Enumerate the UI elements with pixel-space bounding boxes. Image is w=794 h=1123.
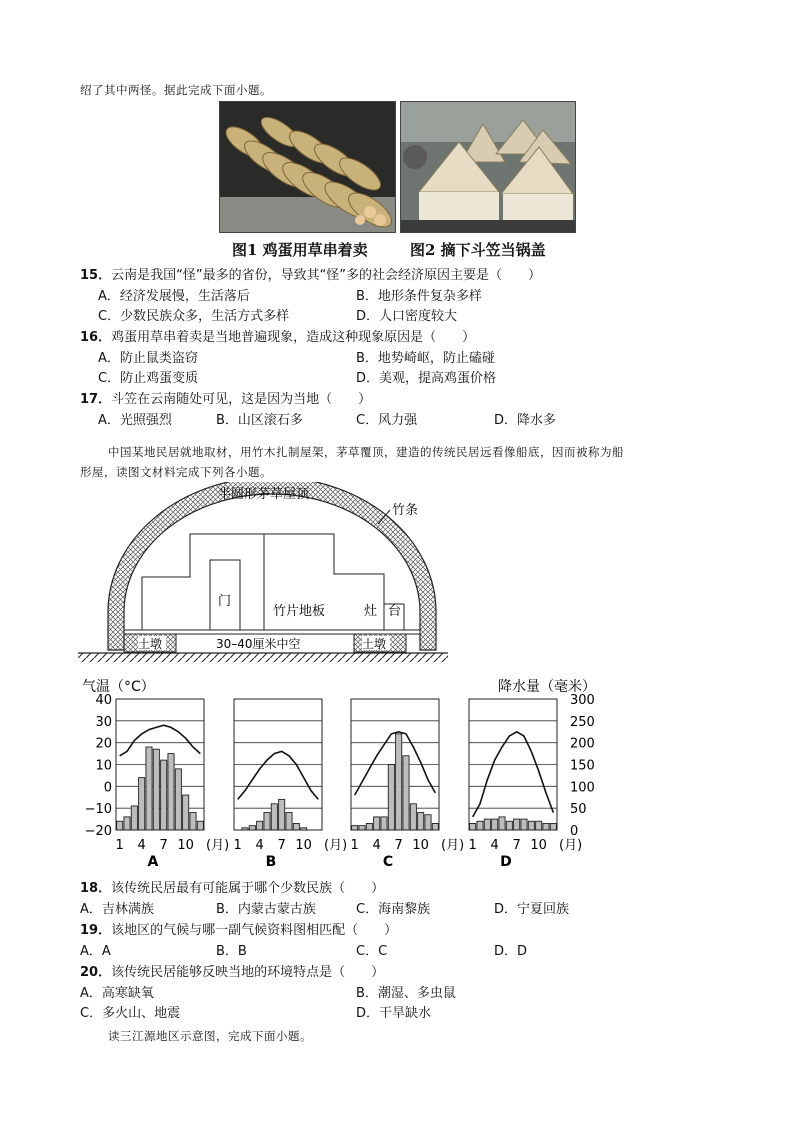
q17-option-b: B．山区滚石多 bbox=[216, 413, 303, 428]
q16-option-c: C．防止鸡蛋变质 bbox=[98, 371, 199, 386]
question-text: 斗笠在云南随处可见，这是因为当地（ ） bbox=[111, 392, 372, 407]
temp-line bbox=[473, 732, 554, 817]
boat-house-diagram bbox=[78, 482, 458, 672]
q16-option-a: A．防止鼠类盗窃 bbox=[98, 351, 198, 366]
q17-option-a: A．光照强烈 bbox=[98, 413, 172, 428]
climate-panel-b bbox=[234, 699, 348, 870]
precip-bar bbox=[550, 823, 556, 830]
month-tick-label: (月) bbox=[441, 838, 465, 853]
question-18 bbox=[80, 881, 384, 897]
precip-bar bbox=[432, 823, 438, 830]
precip-tick-labels bbox=[570, 693, 595, 839]
climate-panel-a bbox=[116, 699, 230, 870]
panel-label: D bbox=[500, 854, 512, 870]
precip-bar bbox=[249, 826, 255, 830]
month-tick-label: (月) bbox=[206, 838, 230, 853]
q15-option-d: D．人口密度较大 bbox=[356, 309, 458, 324]
q17-option-d: D．降水多 bbox=[494, 413, 557, 428]
precip-bar bbox=[492, 819, 498, 830]
precip-tick-label: 150 bbox=[570, 758, 595, 774]
interior-walls bbox=[142, 534, 384, 630]
temp-tick-label: −20 bbox=[84, 824, 112, 839]
caption-fig1: 图1 鸡蛋用草串着卖 bbox=[232, 241, 368, 259]
question-text: 该传统民居能够反映当地的环境特点是（ ） bbox=[111, 965, 385, 980]
question-text: 该地区的气候与哪一副气候资料图相匹配（ ） bbox=[111, 923, 398, 938]
q18-option-b: B．内蒙古蒙古族 bbox=[216, 902, 316, 917]
month-tick-label: (月) bbox=[324, 838, 348, 853]
question-number: 16． bbox=[80, 330, 112, 345]
panel-label: B bbox=[265, 854, 277, 870]
precip-tick-label: 250 bbox=[570, 714, 595, 730]
temp-tick-label: 40 bbox=[95, 693, 112, 708]
question-text: 该传统民居最有可能属于哪个少数民族（ ） bbox=[111, 881, 385, 896]
precip-tick-label: 50 bbox=[570, 802, 587, 818]
question-number: 15． bbox=[80, 268, 112, 283]
photo-hat-pot-lids bbox=[400, 101, 576, 233]
precip-bar bbox=[257, 821, 263, 830]
q16-option-d: D．美观，提高鸡蛋价格 bbox=[356, 371, 497, 386]
precip-bar bbox=[352, 826, 358, 830]
precip-tick-label: 300 bbox=[570, 693, 595, 708]
temp-tick-labels bbox=[85, 693, 112, 839]
q16-option-b: B．地势崎岖，防止磕碰 bbox=[356, 351, 495, 366]
outro-line: 读三江源地区示意图，完成下面小题。 bbox=[108, 1029, 312, 1043]
precip-bar bbox=[477, 821, 483, 830]
month-tick-label: 1 bbox=[115, 838, 124, 853]
precip-bar bbox=[543, 823, 549, 830]
q20-option-b: B．潮湿、多虫鼠 bbox=[356, 986, 456, 1001]
q20-option-d: D．干旱缺水 bbox=[356, 1006, 432, 1021]
precip-bar bbox=[117, 821, 123, 830]
label-door: 门 bbox=[218, 594, 232, 609]
precip-bar bbox=[124, 817, 130, 830]
month-tick-label: 7 bbox=[159, 838, 168, 853]
precip-bar bbox=[388, 765, 394, 831]
month-tick-label: (月) bbox=[559, 838, 583, 853]
caption-fig2: 图2 摘下斗笠当锅盖 bbox=[410, 241, 546, 259]
question-20 bbox=[80, 965, 384, 981]
label-bamboo: 竹条 bbox=[392, 503, 419, 518]
question-number: 17． bbox=[80, 392, 112, 407]
precip-axis-label: 降水量（毫米） bbox=[498, 679, 596, 695]
temp-line bbox=[355, 732, 436, 795]
precip-bar bbox=[153, 749, 159, 830]
month-tick-label: 10 bbox=[295, 838, 312, 853]
q18-option-d: D．宁夏回族 bbox=[494, 902, 570, 917]
temp-tick-label: 20 bbox=[95, 736, 112, 752]
question-16 bbox=[80, 330, 475, 346]
precip-bar bbox=[279, 799, 285, 830]
precip-bar bbox=[168, 754, 174, 830]
label-mound-left: 土墩 bbox=[138, 637, 163, 651]
question-text: 云南是我国“怪”最多的省份，导致其“怪”多的社会经济原因主要是（ ） bbox=[111, 268, 542, 283]
question-19 bbox=[80, 923, 397, 939]
question-number: 18． bbox=[80, 881, 112, 896]
question-number: 20． bbox=[80, 965, 112, 980]
month-tick-label: 7 bbox=[394, 838, 403, 853]
precip-bar bbox=[293, 823, 299, 830]
climate-charts bbox=[78, 675, 608, 870]
temp-tick-label: 10 bbox=[95, 758, 112, 774]
temp-line bbox=[120, 725, 201, 756]
q19-option-c: C．C bbox=[356, 944, 388, 959]
label-floor: 竹片地板 bbox=[273, 604, 326, 619]
q19-option-a: A．A bbox=[80, 944, 111, 959]
label-stove: 灶 bbox=[364, 604, 378, 619]
precip-bar bbox=[381, 817, 387, 830]
precip-bar bbox=[131, 806, 137, 830]
month-tick-label: 1 bbox=[350, 838, 359, 853]
precip-bar bbox=[418, 813, 424, 830]
month-tick-label: 1 bbox=[468, 838, 477, 853]
climate-panel-d bbox=[469, 699, 583, 870]
precip-bar bbox=[197, 821, 203, 830]
precip-bar bbox=[374, 817, 380, 830]
precip-bar bbox=[146, 747, 152, 830]
month-tick-label: 10 bbox=[412, 838, 429, 853]
month-tick-label: 4 bbox=[255, 838, 264, 853]
question-17 bbox=[80, 392, 371, 408]
temp-tick-label: 0 bbox=[103, 780, 112, 796]
precip-bar bbox=[396, 734, 402, 830]
climate-panels bbox=[116, 699, 583, 870]
precip-bar bbox=[403, 756, 409, 830]
precip-bar bbox=[264, 813, 270, 830]
question-text: 鸡蛋用草串着卖是当地普遍现象，造成这种现象原因是（ ） bbox=[111, 330, 476, 345]
precip-bar bbox=[484, 819, 490, 830]
panel-label: C bbox=[382, 854, 394, 870]
precip-bar bbox=[286, 813, 292, 830]
precip-bar bbox=[190, 813, 196, 830]
label-gap: 30–40厘米中空 bbox=[216, 637, 301, 651]
intro-line: 绍了其中两怪。据此完成下面小题。 bbox=[80, 83, 272, 97]
precip-bar bbox=[506, 821, 512, 830]
month-tick-label: 7 bbox=[277, 838, 286, 853]
temp-tick-label: 30 bbox=[95, 714, 112, 730]
question-15 bbox=[80, 268, 541, 284]
precip-tick-label: 100 bbox=[570, 780, 595, 796]
label-stove2: 台 bbox=[388, 604, 402, 619]
precip-bar bbox=[161, 760, 167, 830]
q20-option-c: C．多火山、地震 bbox=[80, 1006, 181, 1021]
temp-tick-label: −10 bbox=[84, 802, 112, 818]
q19-option-b: B．B bbox=[216, 944, 247, 959]
precip-bar bbox=[425, 815, 431, 830]
passage-line-1: 中国某地民居就地取材，用竹木扎制屋架，茅草覆顶，建造的传统民居远看像船底，因而被称为船 bbox=[108, 445, 624, 459]
precip-bar bbox=[521, 819, 527, 830]
precip-bar bbox=[514, 819, 520, 830]
temp-axis-label: 气温（°C） bbox=[82, 679, 155, 695]
q20-option-a: A．高寒缺氧 bbox=[80, 986, 154, 1001]
q19-option-d: D．D bbox=[494, 944, 528, 959]
precip-bar bbox=[499, 817, 505, 830]
month-tick-label: 1 bbox=[233, 838, 242, 853]
question-number: 19． bbox=[80, 923, 112, 938]
precip-bar bbox=[175, 769, 181, 830]
month-tick-label: 10 bbox=[177, 838, 194, 853]
precip-bar bbox=[410, 804, 416, 830]
precip-bar bbox=[183, 795, 189, 830]
precip-tick-label: 0 bbox=[570, 824, 579, 839]
temp-line bbox=[238, 751, 319, 799]
month-tick-label: 7 bbox=[512, 838, 521, 853]
precip-tick-label: 200 bbox=[570, 736, 595, 752]
month-tick-label: 4 bbox=[137, 838, 146, 853]
precip-bar bbox=[528, 821, 534, 830]
panel-label: A bbox=[147, 854, 159, 870]
precip-bar bbox=[139, 778, 145, 830]
label-roof: 半圆形茅草屋顶 bbox=[218, 487, 310, 502]
passage-line-2: 形屋，读图文材料完成下列各小题。 bbox=[80, 465, 272, 479]
precip-bar bbox=[271, 804, 277, 830]
month-tick-label: 10 bbox=[530, 838, 547, 853]
q15-option-b: B．地形条件复杂多样 bbox=[356, 289, 482, 304]
q18-option-c: C．海南黎族 bbox=[356, 902, 431, 917]
month-tick-label: 4 bbox=[490, 838, 499, 853]
precip-bar bbox=[470, 823, 476, 830]
precip-bar bbox=[366, 823, 372, 830]
q15-option-a: A．经济发展慢，生活落后 bbox=[98, 289, 250, 304]
climate-panel-c bbox=[351, 699, 465, 870]
q18-option-a: A．吉林满族 bbox=[80, 902, 154, 917]
precip-bar bbox=[536, 821, 542, 830]
photo-eggs-straw bbox=[219, 101, 396, 233]
precip-bar bbox=[359, 826, 365, 830]
month-tick-label: 4 bbox=[372, 838, 381, 853]
label-mound-right: 土墩 bbox=[362, 637, 387, 651]
q15-option-c: C．少数民族众多，生活方式多样 bbox=[98, 309, 290, 324]
q17-option-c: C．风力强 bbox=[356, 413, 418, 428]
